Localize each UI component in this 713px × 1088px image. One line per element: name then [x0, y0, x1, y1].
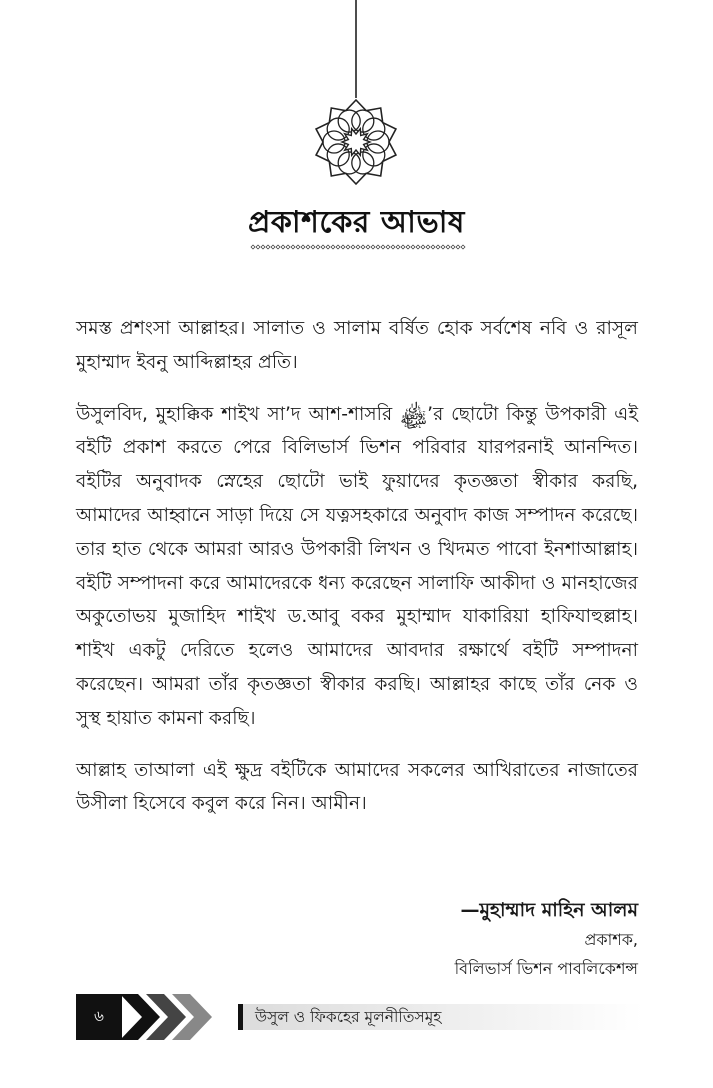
page-footer — [76, 994, 638, 1040]
signature-org: বিলিভার্স ভিশন পাবলিকেশন্স — [454, 959, 638, 978]
signature-name: —মুহাম্মাদ মাহিন আলম — [460, 899, 638, 921]
signature-block — [455, 895, 638, 983]
paragraph-3: আল্লাহ তাআলা এই ক্ষুদ্র বইটিকে আমাদের সকলের আখিরাতের নাজাতের উসীলা হিসেবে কবুল করে নিন। আমীন। — [76, 759, 638, 815]
body-text — [76, 312, 638, 839]
book-title: উসুল ও ফিকহের মূলনীতিসমূহ — [255, 1008, 442, 1026]
chevron-right-icon — [120, 994, 230, 1040]
page-title: প্রকাশকের আভাষ — [248, 205, 465, 240]
star-rosette-icon — [316, 100, 396, 184]
footer-title-bar — [238, 1004, 643, 1030]
signature-role: প্রকাশক, — [584, 930, 638, 949]
title-divider — [248, 243, 466, 251]
paragraph-1: সমস্ত প্রশংসা আল্লাহর। সালাত ও সালাম বর্ষিত হোক সর্বশেষ নবি ও রাসূল মুহাম্মাদ ইবনু আব্দিল্লাহর প্রতি। — [76, 318, 638, 373]
page-number: ৬ — [76, 994, 122, 1040]
hanging-ornament — [0, 0, 713, 200]
paragraph-2: উসুলবিদ, মুহাক্কিক শাইখ সা’দ আশ-শাসরি ﷾’র ছোটো কিন্তু উপকারী এই বইটি প্রকাশ করতে পেরে বিলিভার্স ভিশন পরিবার যারপরনাই আনন্দিত। বইটির অনুবাদক স্নেহের ছোটো ভাই ফুয়াদের কৃতজ্ঞতা স্বীকার করছি, আমাদের আহ্বানে সাড়া দিয়ে সে যত্নসহকারে অনুবাদ কাজ সম্পাদন করেছে। তার হাত থেকে আমরা আরও উপকারী লিখন ও খিদমত পাবো ইনশাআল্লাহ। বইটি সম্পাদনা করে আমাদেরকে ধন্য করেছেন সালাফি আকীদা ও মানহাজের অকুতোভয় মুজাহিদ শাইখ ড.আবু বকর মুহাম্মাদ যাকারিয়া হাফিযাহুল্লাহ। শাইখ একটু দেরিতে হলেও আমাদের আবদার রক্ষার্থে বইটি সম্পাদনা করেছেন। আমরা তাঁর কৃতজ্ঞতা স্বীকার করছি। আল্লাহর কাছে তাঁর নেক ও সুস্থ হায়াত কামনা করছি। — [76, 403, 638, 729]
